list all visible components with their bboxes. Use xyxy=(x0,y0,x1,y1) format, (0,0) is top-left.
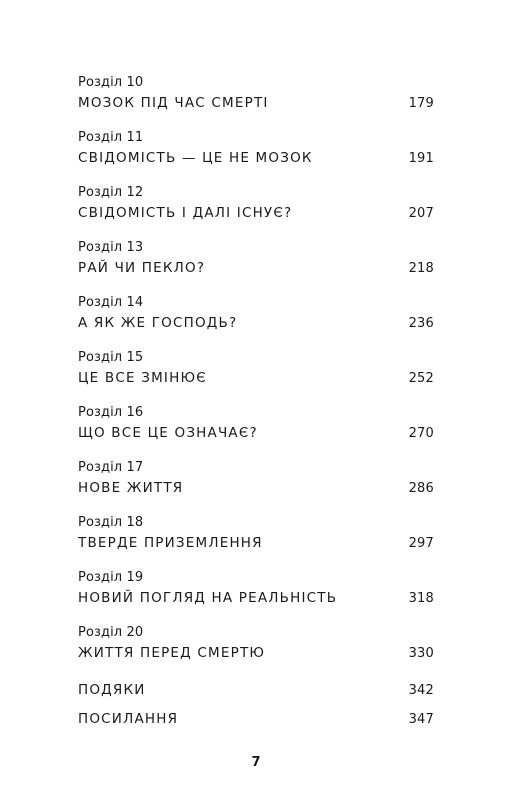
chapter-row xyxy=(78,532,434,554)
chapter-title: ЖИТТЯ ПЕРЕД СМЕРТЮ xyxy=(78,645,266,661)
chapter-page-number: 330 xyxy=(408,646,434,661)
chapter-page-number: 270 xyxy=(408,426,434,441)
chapter-title: МОЗОК ПІД ЧАС СМЕРТІ xyxy=(78,95,269,111)
back-matter-page-number: 342 xyxy=(408,683,434,698)
toc-entry xyxy=(78,349,434,404)
chapter-title: А ЯК ЖЕ ГОСПОДЬ? xyxy=(78,315,238,331)
toc-entry xyxy=(78,294,434,349)
chapter-page-number: 179 xyxy=(408,96,434,111)
chapter-label: Розділ 16 xyxy=(78,405,144,420)
chapter-label: Розділ 13 xyxy=(78,240,144,255)
back-matter-row xyxy=(78,679,434,701)
chapter-page-number: 297 xyxy=(408,536,434,551)
chapter-row xyxy=(78,257,434,279)
chapter-title: НОВЕ ЖИТТЯ xyxy=(78,480,184,496)
toc-entry xyxy=(78,404,434,459)
chapter-label: Розділ 11 xyxy=(78,130,144,145)
back-matter-title: ПОДЯКИ xyxy=(78,682,146,698)
chapter-page-number: 218 xyxy=(408,261,434,276)
chapter-title: ЩО ВСЕ ЦЕ ОЗНАЧАЄ? xyxy=(78,425,258,441)
chapter-row xyxy=(78,477,434,499)
back-matter-row xyxy=(78,708,434,730)
chapter-row xyxy=(78,202,434,224)
toc-entry xyxy=(78,708,434,737)
chapter-label: Розділ 20 xyxy=(78,625,144,640)
chapter-row xyxy=(78,642,434,664)
chapter-row xyxy=(78,422,434,444)
chapter-label: Розділ 18 xyxy=(78,515,144,530)
page-number: 7 xyxy=(251,755,261,770)
toc-entry xyxy=(78,679,434,708)
toc-entry xyxy=(78,624,434,679)
chapter-label: Розділ 14 xyxy=(78,295,144,310)
chapter-title: ТВЕРДЕ ПРИЗЕМЛЕННЯ xyxy=(78,535,263,551)
chapter-page-number: 252 xyxy=(408,371,434,386)
chapter-label: Розділ 10 xyxy=(78,75,144,90)
toc-entry xyxy=(78,184,434,239)
table-of-contents xyxy=(78,74,434,737)
chapter-page-number: 236 xyxy=(408,316,434,331)
chapter-row xyxy=(78,367,434,389)
chapter-page-number: 318 xyxy=(408,591,434,606)
chapter-title: СВІДОМІСТЬ — ЦЕ НЕ МОЗОК xyxy=(78,150,313,166)
chapter-label: Розділ 19 xyxy=(78,570,144,585)
toc-entry xyxy=(78,239,434,294)
chapter-page-number: 207 xyxy=(408,206,434,221)
chapter-title: НОВИЙ ПОГЛЯД НА РЕАЛЬНІСТЬ xyxy=(78,590,338,606)
chapter-title: ЦЕ ВСЕ ЗМІНЮЄ xyxy=(78,370,207,386)
chapter-page-number: 191 xyxy=(408,151,434,166)
chapter-label: Розділ 15 xyxy=(78,350,144,365)
chapter-label: Розділ 12 xyxy=(78,185,144,200)
chapter-list xyxy=(78,74,434,679)
chapter-row xyxy=(78,587,434,609)
back-matter-list xyxy=(78,679,434,737)
chapter-row xyxy=(78,147,434,169)
back-matter-title: ПОСИЛАННЯ xyxy=(78,711,179,727)
toc-entry xyxy=(78,74,434,129)
toc-entry xyxy=(78,569,434,624)
chapter-title: СВІДОМІСТЬ І ДАЛІ ІСНУЄ? xyxy=(78,205,293,221)
back-matter-page-number: 347 xyxy=(408,712,434,727)
chapter-label: Розділ 17 xyxy=(78,460,144,475)
toc-entry xyxy=(78,459,434,514)
toc-entry xyxy=(78,129,434,184)
toc-entry xyxy=(78,514,434,569)
chapter-row xyxy=(78,312,434,334)
chapter-title: РАЙ ЧИ ПЕКЛО? xyxy=(78,260,206,276)
chapter-row xyxy=(78,92,434,114)
chapter-page-number: 286 xyxy=(408,481,434,496)
